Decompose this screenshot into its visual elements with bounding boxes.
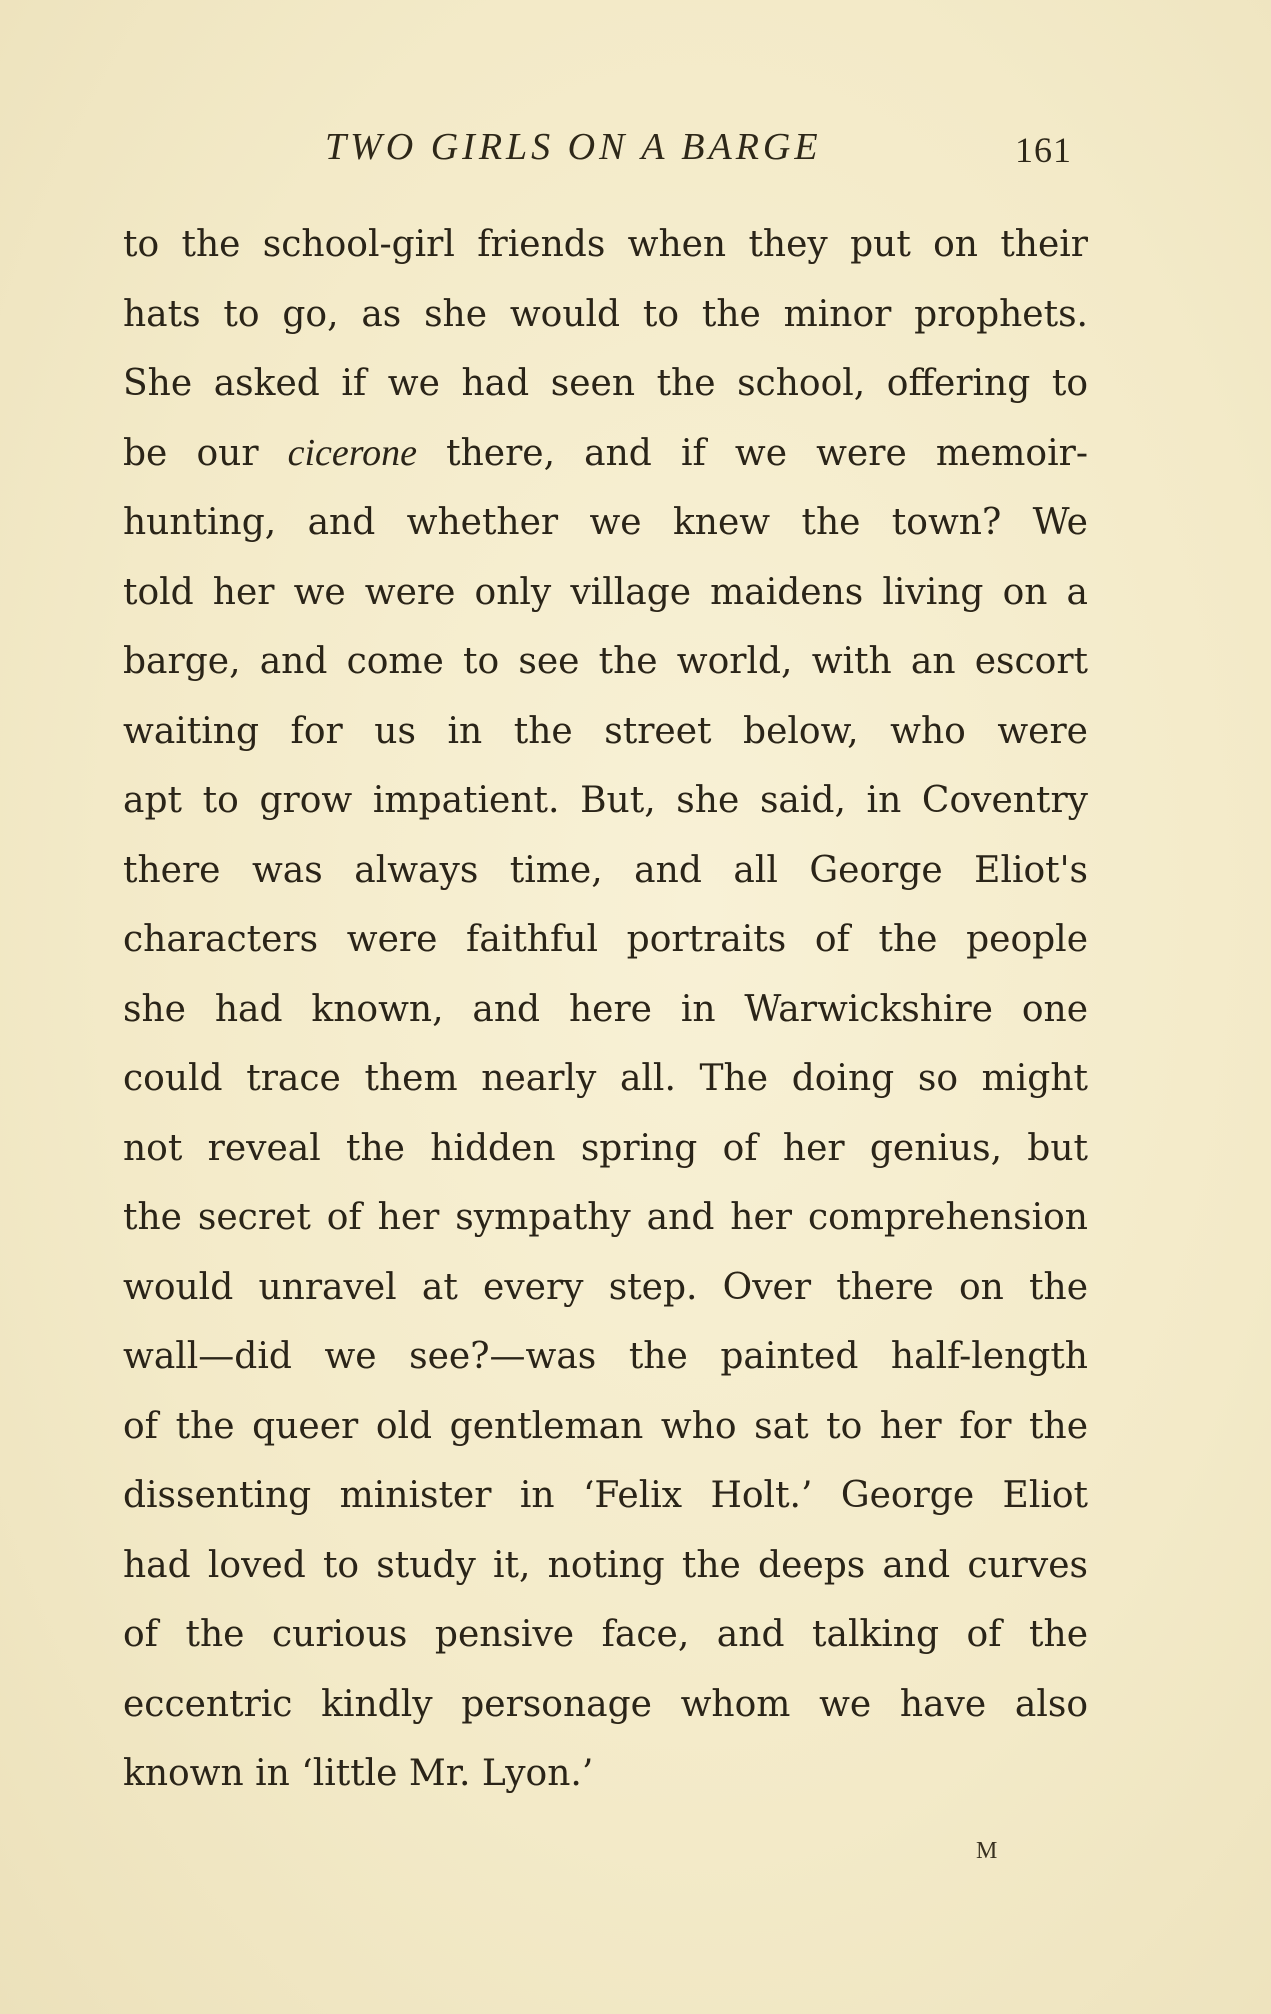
text-segment: be our	[123, 432, 288, 474]
text-line: had loved to study it, noting the deeps and curves	[123, 1544, 1088, 1586]
text-line: would unravel at every step. Over there on the	[123, 1266, 1088, 1308]
text-line: told her we were only village maidens living on a	[123, 571, 1088, 613]
text-line: dissenting minister in ‘Felix Holt.’ George Eliot	[123, 1475, 1088, 1516]
running-title: TWO GIRLS ON A BARGE	[325, 126, 822, 168]
page-number: 161	[1015, 130, 1072, 170]
text-line: She asked if we had seen the school, offering to	[123, 363, 1088, 404]
text-line: barge, and come to see the world, with an escort	[123, 641, 1088, 682]
text-segment: there, and if we were memoir-	[417, 432, 1088, 474]
italic-word: cicerone	[287, 431, 418, 474]
text-line: eccentric kindly personage whom we have also	[123, 1683, 1088, 1725]
text-line: to the school-girl friends when they put on their	[123, 224, 1088, 265]
text-line: not reveal the hidden spring of her genius, but	[123, 1127, 1088, 1169]
text-line: could trace them nearly all. The doing so might	[123, 1058, 1088, 1099]
text-line: hunting, and whether we knew the town? We	[123, 502, 1088, 543]
text-line: characters were faithful portraits of the people	[123, 919, 1088, 960]
text-line: waiting for us in the street below, who were	[123, 710, 1088, 752]
text-line: she had known, and here in Warwickshire one	[123, 988, 1088, 1030]
text-line: hats to go, as she would to the minor prophets.	[123, 293, 1088, 335]
running-head	[0, 125, 1271, 175]
text-line: wall—did we see?—was the painted half-length	[123, 1336, 1088, 1377]
text-line: of the queer old gentleman who sat to her for the	[123, 1405, 1088, 1447]
signature-mark: M	[976, 1838, 999, 1864]
text-line: known in ‘little Mr. Lyon.’	[123, 1753, 594, 1794]
body-text	[123, 210, 1088, 1809]
text-line: there was always time, and all George Eliot's	[123, 849, 1088, 891]
text-line	[123, 419, 1088, 489]
text-line: of the curious pensive face, and talking of the	[123, 1614, 1088, 1655]
text-line: the secret of her sympathy and her comprehension	[123, 1197, 1088, 1238]
text-line: apt to grow impatient. But, she said, in Coventry	[123, 780, 1088, 821]
